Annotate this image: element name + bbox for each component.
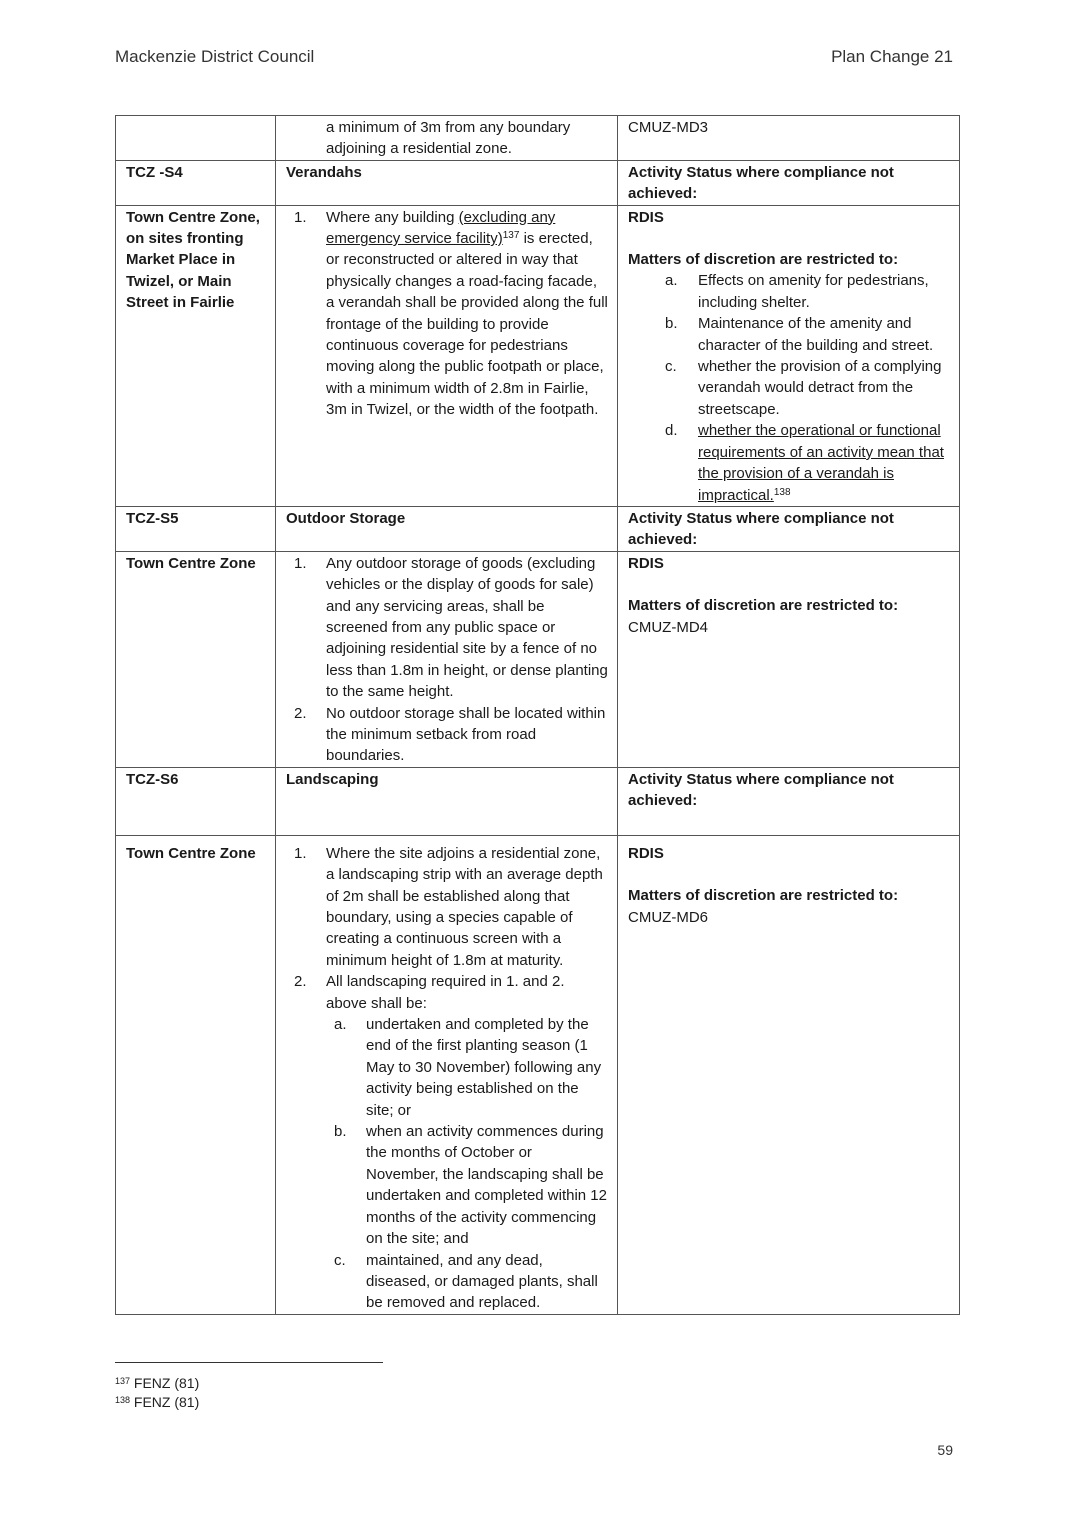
list-item [334,1121,608,1249]
zone-applicability: Town Centre Zone, on sites fronting Market Place in Twizel, or Main Street in Fairlie [116,205,276,506]
rule-text-start: Where any building [326,208,459,226]
list-marker: a. [334,1016,347,1034]
list-marker: c. [665,358,677,376]
standard-title: Outdoor Storage [276,506,618,551]
footnote-number: 137 [115,1376,131,1386]
rule-list [286,843,608,1314]
cell-rule [276,551,618,767]
cell-discretion [618,551,960,767]
matters-reference: CMUZ-MD6 [628,908,708,926]
list-item [294,207,608,421]
list-marker: 2. [294,973,307,991]
table-row [116,767,960,835]
rule-list [286,553,608,767]
list-marker: c. [334,1251,346,1269]
cell-rule [276,835,618,1314]
standards-table [115,115,960,1315]
standard-code: TCZ-S6 [116,767,276,835]
matter-text: Maintenance of the amenity and character of the building and street. [698,315,934,354]
cell-rule [276,116,618,161]
cell-discretion [618,205,960,506]
rule-text: Any outdoor storage of goods (excluding vehicles or the display of goods for sale) and any servicing areas, shall be screened from any public space or adjoining residential site by a fence of no less than 1.8m in height, or dense planting to the same height. [326,554,608,701]
activity-status-heading: Activity Status where compliance not achieved: [618,506,960,551]
footnote-text: FENZ (81) [133,1394,200,1410]
list-marker: 1. [294,208,307,226]
list-item [665,356,950,420]
footnote-number: 138 [115,1395,131,1405]
rule-list [286,207,608,421]
zone-applicability: Town Centre Zone [116,835,276,1314]
list-item [294,703,608,767]
activity-status: RDIS [628,208,664,226]
table-row [116,835,960,1314]
matters-heading: Matters of discretion are restricted to: [628,887,899,905]
matters-heading: Matters of discretion are restricted to: [628,597,899,615]
rule-text: Where the site adjoins a residential zone, a landscaping strip with an average depth of 2m shall be established along that boundary, using a species capable of creating a continuous screen with a minimum height of 1.8m at maturity. [326,844,603,969]
list-marker: b. [334,1123,347,1141]
list-item [294,971,608,1314]
standard-code: TCZ-S5 [116,506,276,551]
list-item [294,553,608,703]
sub-text: maintained, and any dead, diseased, or damaged plants, shall be removed and replaced. [366,1251,598,1312]
matters-list [628,270,950,505]
sub-text: undertaken and completed by the end of the first planting season (1 May to 30 November) following any activity being established on the site; or [366,1016,602,1119]
list-item [334,1250,608,1314]
table-row [116,160,960,205]
list-item [334,1014,608,1121]
header-council-name: Mackenzie District Council [115,47,315,66]
matters-reference: CMUZ-MD4 [628,618,708,636]
list-item [294,843,608,971]
rule-text-end: is erected, or reconstructed or altered in way that physically changes a road-facing facade, a verandah shall be provided along the full frontage of the building to provide continuous coverage for pedestrians moving along the public footpath or place, with a minimum width of 2.8m in Fairlie, 3m in Twizel, or the width of the footpath. [326,230,608,419]
rule-continuation: a minimum of 3m from any boundary adjoining a residential zone. [326,119,571,158]
footnote-ref: 138 [773,486,791,498]
list-marker: d. [665,422,678,440]
footnote-divider [115,1362,383,1363]
list-marker: 1. [294,554,307,572]
activity-status: RDIS [628,554,664,572]
matter-text: Effects on amenity for pedestrians, including shelter. [698,272,929,311]
list-marker: a. [665,272,678,290]
table-row [116,116,960,161]
list-marker: 2. [294,704,307,722]
standard-title: Landscaping [276,767,618,835]
matters-heading: Matters of discretion are restricted to: [628,251,899,269]
list-item [665,270,950,313]
sub-list [326,1014,608,1314]
table-row [116,205,960,506]
amendment-underline: (excluding any emergency service facility) [326,208,556,248]
rule-text: All landscaping required in 1. and 2. above shall be: [326,973,565,1012]
activity-status-heading: Activity Status where compliance not achieved: [618,160,960,205]
rule-text: No outdoor storage shall be located within the minimum setback from road boundaries. [326,704,606,765]
list-marker: 1. [294,844,307,862]
footnote [115,1375,199,1391]
header-plan-change: Plan Change 21 [831,47,953,66]
list-item [665,420,950,506]
list-item [665,313,950,356]
standard-code: TCZ -S4 [116,160,276,205]
sub-text: when an activity commences during the months of October or November, the landscaping shall be undertaken and completed within 12 months of the activity commencing on the site; and [366,1123,607,1248]
table-row [116,506,960,551]
cell-rule [276,205,618,506]
page-number: 59 [937,1442,953,1458]
matter-text: whether the provision of a complying verandah would detract from the streetscape. [698,358,942,418]
cell-discretion: CMUZ-MD3 [618,116,960,161]
amendment-underline: whether the operational or functional requirements of an activity mean that the provision of a verandah is impractical. [698,422,944,504]
table-row [116,551,960,767]
cell-empty [116,116,276,161]
cell-discretion [618,835,960,1314]
standard-title: Verandahs [276,160,618,205]
footnote [115,1394,199,1410]
zone-applicability: Town Centre Zone [116,551,276,767]
list-marker: b. [665,315,678,333]
activity-status: RDIS [628,844,664,862]
footnote-text: FENZ (81) [133,1375,200,1391]
activity-status-heading: Activity Status where compliance not achieved: [618,767,960,835]
footnote-ref: 137 [502,230,520,242]
